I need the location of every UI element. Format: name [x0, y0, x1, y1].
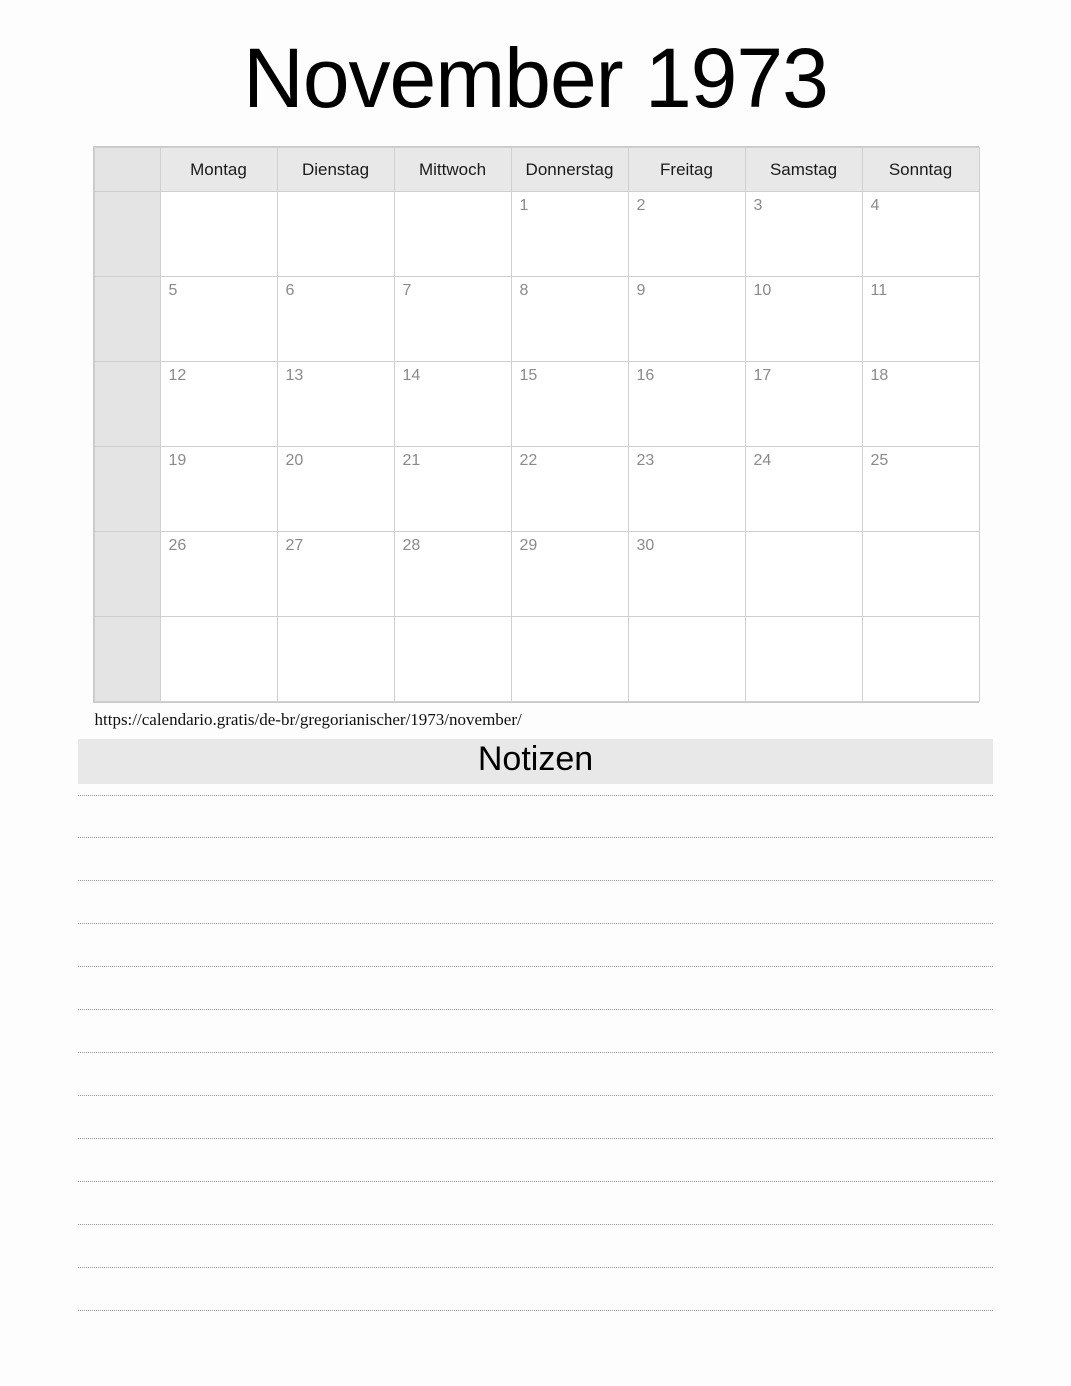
day-number: 7: [402, 282, 412, 299]
day-number: 22: [519, 452, 538, 469]
day-number: 18: [870, 367, 889, 384]
weekday-header-donnerstag: Donnerstag: [511, 148, 628, 192]
day-cell[interactable]: [277, 192, 394, 277]
day-number: [863, 617, 979, 623]
weekday-header-samstag: Samstag: [745, 148, 862, 192]
day-number: 1: [519, 197, 529, 214]
day-cell[interactable]: [862, 362, 979, 447]
day-cell[interactable]: [628, 447, 745, 532]
day-cell[interactable]: [862, 532, 979, 617]
day-cell[interactable]: [160, 447, 277, 532]
day-number: 15: [519, 367, 538, 384]
calendar-week-row: [94, 532, 979, 617]
day-cell[interactable]: [394, 447, 511, 532]
note-line[interactable]: [78, 1139, 993, 1182]
day-cell[interactable]: [511, 192, 628, 277]
day-cell[interactable]: [511, 447, 628, 532]
day-cell[interactable]: [160, 362, 277, 447]
note-line[interactable]: [78, 1053, 993, 1096]
day-cell[interactable]: [160, 617, 277, 702]
day-cell[interactable]: [745, 277, 862, 362]
day-number: 25: [870, 452, 889, 469]
calendar-header-row: [94, 148, 979, 192]
day-cell[interactable]: [862, 277, 979, 362]
day-cell[interactable]: [511, 277, 628, 362]
week-gutter-cell: [94, 447, 160, 532]
day-cell[interactable]: [628, 617, 745, 702]
source-url[interactable]: https://calendario.gratis/de-br/gregorianischer/1973/november/: [94, 710, 522, 729]
day-number: 11: [870, 282, 888, 299]
day-cell[interactable]: [862, 447, 979, 532]
day-number: [746, 532, 862, 538]
calendar-body: [94, 192, 979, 702]
day-cell[interactable]: [394, 277, 511, 362]
day-number: 23: [636, 452, 655, 469]
day-number: 13: [285, 367, 304, 384]
day-cell[interactable]: [277, 532, 394, 617]
note-line[interactable]: [78, 1010, 993, 1053]
day-number: 28: [402, 537, 421, 554]
day-number: [746, 617, 862, 623]
day-cell[interactable]: [394, 532, 511, 617]
page-title: November 1973: [243, 31, 828, 125]
day-number: 21: [402, 452, 421, 469]
note-line[interactable]: [78, 1096, 993, 1139]
day-number: [278, 192, 394, 198]
day-number: 20: [285, 452, 304, 469]
note-line[interactable]: [78, 1182, 993, 1225]
day-cell[interactable]: [628, 362, 745, 447]
day-number: [863, 532, 979, 538]
day-cell[interactable]: [394, 617, 511, 702]
day-number: 9: [636, 282, 646, 299]
day-cell[interactable]: [511, 617, 628, 702]
day-number: 17: [753, 367, 772, 384]
day-number: 6: [285, 282, 295, 299]
calendar-table: [94, 147, 980, 702]
day-number: 4: [870, 197, 880, 214]
day-cell[interactable]: [160, 277, 277, 362]
calendar-container: [93, 146, 979, 703]
day-cell[interactable]: [277, 617, 394, 702]
day-cell[interactable]: [160, 532, 277, 617]
day-number: 29: [519, 537, 538, 554]
day-cell[interactable]: [745, 617, 862, 702]
day-cell[interactable]: [277, 447, 394, 532]
notes-heading: Notizen: [78, 739, 993, 784]
day-number: 27: [285, 537, 304, 554]
calendar-week-row: [94, 192, 979, 277]
day-number: 14: [402, 367, 421, 384]
day-number: [161, 192, 277, 198]
day-number: 26: [168, 537, 187, 554]
note-line[interactable]: [78, 924, 993, 967]
day-cell[interactable]: [628, 192, 745, 277]
day-number: 16: [636, 367, 655, 384]
note-line[interactable]: [78, 838, 993, 881]
weekday-header-mittwoch: Mittwoch: [394, 148, 511, 192]
day-cell[interactable]: [394, 192, 511, 277]
calendar-week-row: [94, 447, 979, 532]
day-cell[interactable]: [862, 192, 979, 277]
note-line[interactable]: [78, 795, 993, 838]
weekday-header-freitag: Freitag: [628, 148, 745, 192]
week-gutter-cell: [94, 192, 160, 277]
day-number: 10: [753, 282, 772, 299]
calendar-week-row: [94, 277, 979, 362]
day-cell[interactable]: [745, 192, 862, 277]
note-line[interactable]: [78, 881, 993, 924]
calendar-week-row: [94, 617, 979, 702]
day-number: [629, 617, 745, 623]
week-gutter-header: [94, 148, 160, 192]
day-number: [395, 617, 511, 623]
day-cell[interactable]: [862, 617, 979, 702]
day-number: 19: [168, 452, 187, 469]
week-gutter-cell: [94, 532, 160, 617]
day-number: 3: [753, 197, 763, 214]
day-cell[interactable]: [628, 532, 745, 617]
notes-section: [78, 739, 993, 1311]
day-cell[interactable]: [745, 362, 862, 447]
day-number: [395, 192, 511, 198]
day-number: [278, 617, 394, 623]
day-cell[interactable]: [277, 277, 394, 362]
day-cell[interactable]: [511, 532, 628, 617]
note-line[interactable]: [78, 1268, 993, 1311]
day-number: 2: [636, 197, 646, 214]
week-gutter-cell: [94, 277, 160, 362]
day-cell[interactable]: [745, 532, 862, 617]
day-number: 30: [636, 537, 655, 554]
week-gutter-cell: [94, 617, 160, 702]
day-number: [512, 617, 628, 623]
day-cell[interactable]: [160, 192, 277, 277]
day-number: [161, 617, 277, 623]
notes-lines: [78, 795, 993, 1311]
day-number: 8: [519, 282, 529, 299]
note-line[interactable]: [78, 1225, 993, 1268]
weekday-header-montag: Montag: [160, 148, 277, 192]
note-line[interactable]: [78, 967, 993, 1010]
weekday-header-dienstag: Dienstag: [277, 148, 394, 192]
day-cell[interactable]: [394, 362, 511, 447]
day-cell[interactable]: [511, 362, 628, 447]
day-cell[interactable]: [745, 447, 862, 532]
day-number: 12: [168, 367, 187, 384]
day-number: 24: [753, 452, 772, 469]
day-number: 5: [168, 282, 178, 299]
day-cell[interactable]: [277, 362, 394, 447]
day-cell[interactable]: [628, 277, 745, 362]
week-gutter-cell: [94, 362, 160, 447]
calendar-week-row: [94, 362, 979, 447]
weekday-header-sonntag: Sonntag: [862, 148, 979, 192]
